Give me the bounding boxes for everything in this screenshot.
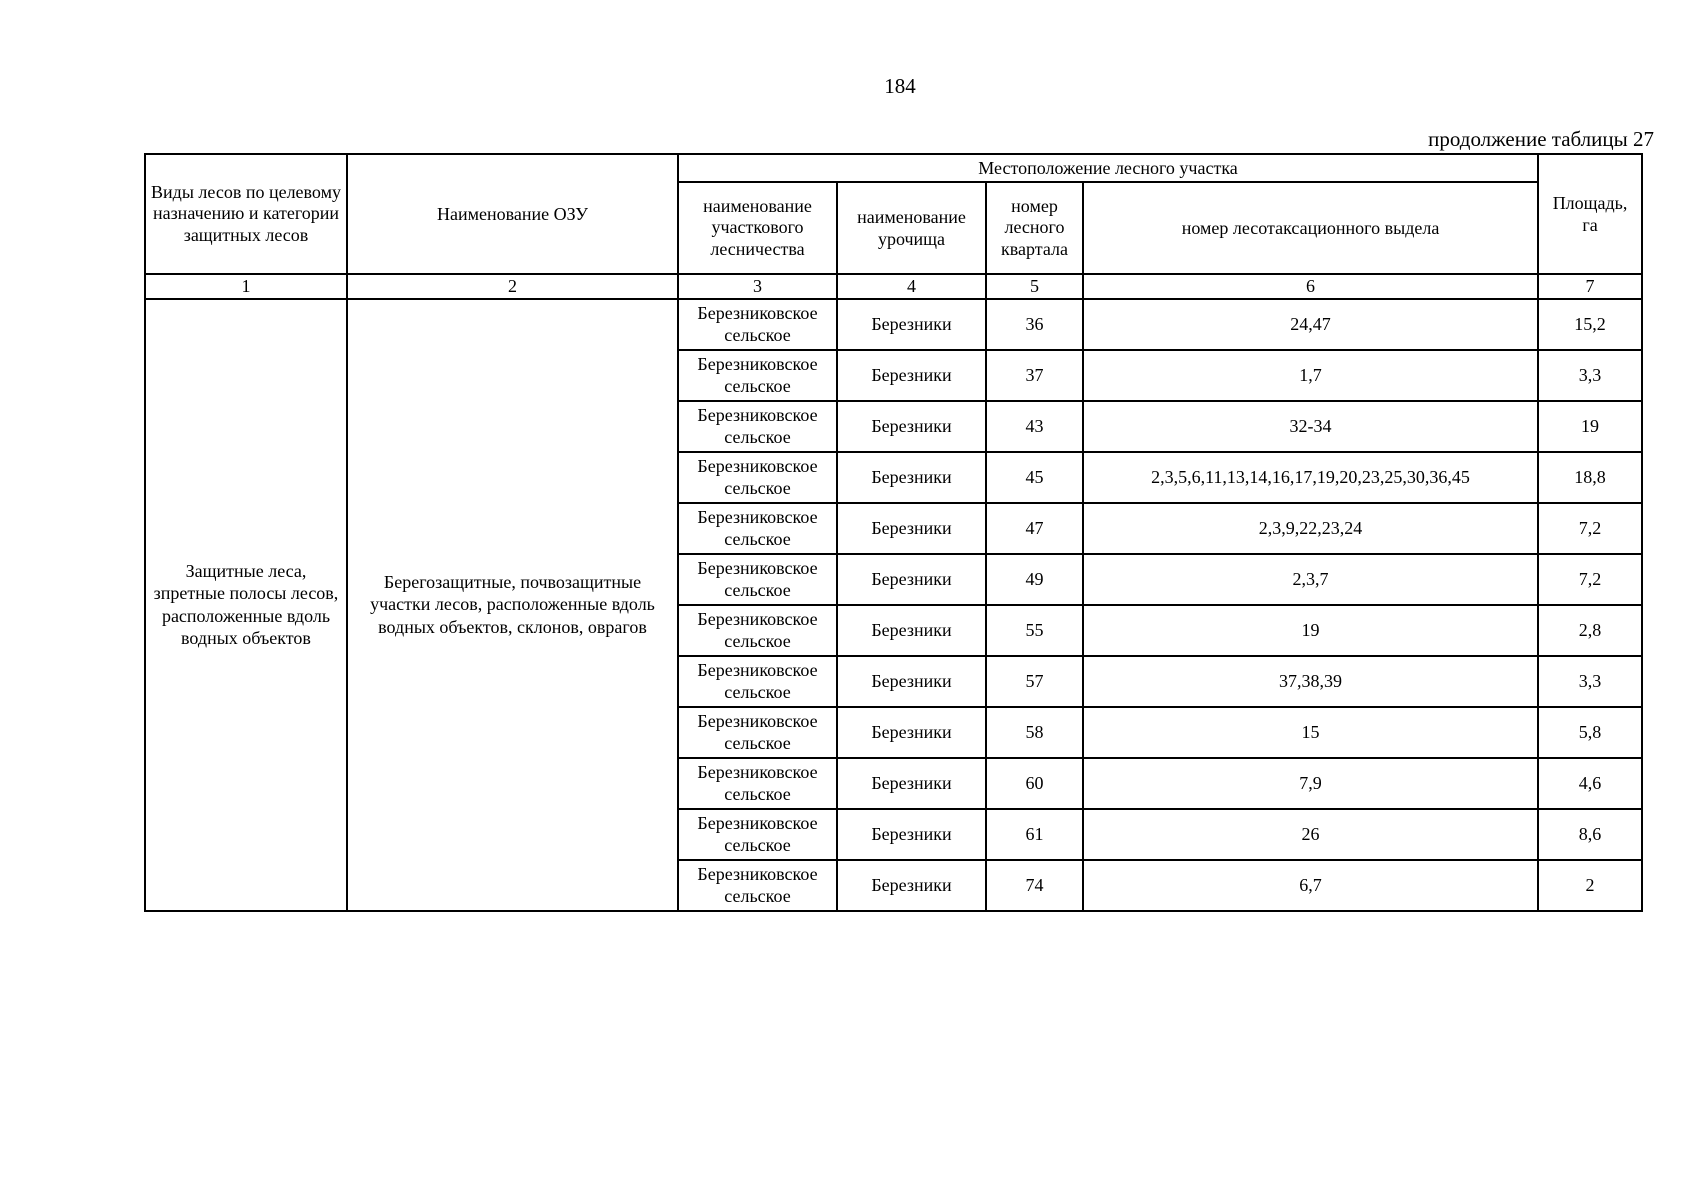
forest-plots-table [144, 153, 1643, 912]
tract-cell: Березники [837, 503, 986, 554]
quarter-cell: 58 [986, 707, 1083, 758]
forestry-cell: Березниковское сельское [678, 605, 837, 656]
area-cell: 7,2 [1538, 554, 1642, 605]
allotment-cell: 24,47 [1083, 299, 1538, 350]
column-number-row [145, 274, 1642, 299]
column-number: 1 [145, 274, 347, 299]
forestry-cell: Березниковское сельское [678, 503, 837, 554]
header-ozu-name: Наименование ОЗУ [347, 154, 678, 274]
tract-cell: Березники [837, 452, 986, 503]
tract-cell: Березники [837, 401, 986, 452]
allotment-cell: 15 [1083, 707, 1538, 758]
quarter-cell: 49 [986, 554, 1083, 605]
header-area: Площадь, га [1538, 154, 1642, 274]
tract-cell: Березники [837, 656, 986, 707]
forestry-cell: Березниковское сельское [678, 350, 837, 401]
ozu-name-cell: Берегозащитные, почвозащитные участки лесов, расположенные вдоль водных объектов, склонов, оврагов [347, 299, 678, 911]
forestry-cell: Березниковское сельское [678, 707, 837, 758]
quarter-cell: 57 [986, 656, 1083, 707]
quarter-cell: 61 [986, 809, 1083, 860]
tract-cell: Березники [837, 350, 986, 401]
forestry-cell: Березниковское сельское [678, 809, 837, 860]
area-cell: 19 [1538, 401, 1642, 452]
tract-cell: Березники [837, 758, 986, 809]
area-cell: 3,3 [1538, 350, 1642, 401]
allotment-cell: 7,9 [1083, 758, 1538, 809]
forestry-cell: Березниковское сельское [678, 452, 837, 503]
forestry-cell: Березниковское сельское [678, 758, 837, 809]
area-cell: 2 [1538, 860, 1642, 911]
tract-cell: Березники [837, 605, 986, 656]
forest-type-cell: Защитные леса, зпретные полосы лесов, расположенные вдоль водных объектов [145, 299, 347, 911]
quarter-cell: 47 [986, 503, 1083, 554]
area-cell: 4,6 [1538, 758, 1642, 809]
header-forest-type: Виды лесов по целевому назначению и категории защитных лесов [145, 154, 347, 274]
header-location-group: Местоположение лесного участка [678, 154, 1538, 182]
header-quarter: номер лесного квартала [986, 182, 1083, 274]
tract-cell: Березники [837, 299, 986, 350]
area-cell: 3,3 [1538, 656, 1642, 707]
column-number: 4 [837, 274, 986, 299]
allotment-cell: 19 [1083, 605, 1538, 656]
quarter-cell: 60 [986, 758, 1083, 809]
allotment-cell: 2,3,9,22,23,24 [1083, 503, 1538, 554]
header-tract: наименование урочища [837, 182, 986, 274]
area-cell: 8,6 [1538, 809, 1642, 860]
forestry-cell: Березниковское сельское [678, 401, 837, 452]
tract-cell: Березники [837, 860, 986, 911]
column-number: 3 [678, 274, 837, 299]
area-cell: 5,8 [1538, 707, 1642, 758]
quarter-cell: 37 [986, 350, 1083, 401]
column-number: 5 [986, 274, 1083, 299]
column-number: 7 [1538, 274, 1642, 299]
area-cell: 7,2 [1538, 503, 1642, 554]
area-cell: 18,8 [1538, 452, 1642, 503]
quarter-cell: 43 [986, 401, 1083, 452]
forestry-cell: Березниковское сельское [678, 656, 837, 707]
allotment-cell: 2,3,5,6,11,13,14,16,17,19,20,23,25,30,36,45 [1083, 452, 1538, 503]
table-row [145, 299, 1642, 350]
tract-cell: Березники [837, 809, 986, 860]
allotment-cell: 37,38,39 [1083, 656, 1538, 707]
allotment-cell: 1,7 [1083, 350, 1538, 401]
header-forestry: наименование участкового лесничества [678, 182, 837, 274]
area-cell: 2,8 [1538, 605, 1642, 656]
header-allotment: номер лесотаксационного выдела [1083, 182, 1538, 274]
quarter-cell: 55 [986, 605, 1083, 656]
area-cell: 15,2 [1538, 299, 1642, 350]
quarter-cell: 36 [986, 299, 1083, 350]
tract-cell: Березники [837, 707, 986, 758]
allotment-cell: 26 [1083, 809, 1538, 860]
forestry-cell: Березниковское сельское [678, 860, 837, 911]
allotment-cell: 6,7 [1083, 860, 1538, 911]
table-continuation-label: продолжение таблицы 27 [1428, 127, 1654, 151]
forestry-cell: Березниковское сельское [678, 299, 837, 350]
quarter-cell: 74 [986, 860, 1083, 911]
allotment-cell: 32-34 [1083, 401, 1538, 452]
quarter-cell: 45 [986, 452, 1083, 503]
column-number: 6 [1083, 274, 1538, 299]
forestry-cell: Березниковское сельское [678, 554, 837, 605]
tract-cell: Березники [837, 554, 986, 605]
allotment-cell: 2,3,7 [1083, 554, 1538, 605]
column-number: 2 [347, 274, 678, 299]
page-number: 184 [884, 74, 916, 98]
